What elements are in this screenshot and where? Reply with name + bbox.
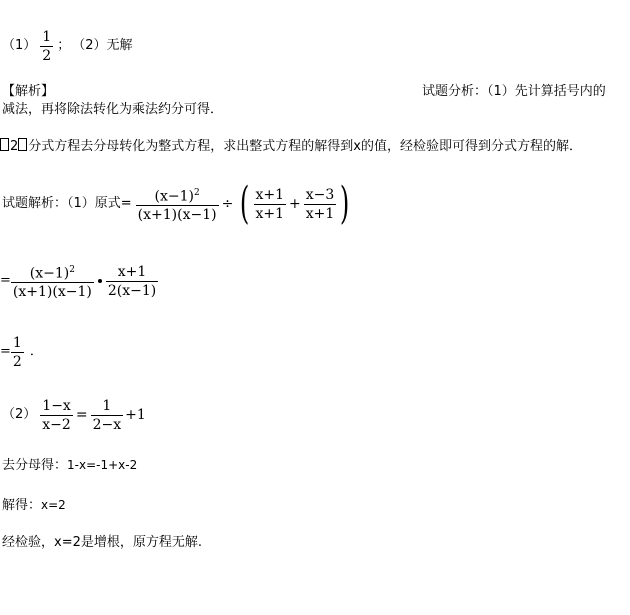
fraction-numerator: 1−x xyxy=(42,397,71,414)
solution-fraction-2 xyxy=(254,186,287,223)
step3-fraction xyxy=(11,334,24,371)
solution-line-3 xyxy=(0,330,43,374)
division-sign: ÷ xyxy=(221,196,234,212)
answer-separator: ； xyxy=(57,38,71,53)
step2-fraction-1 xyxy=(11,261,94,302)
plus-sign: + xyxy=(289,196,301,212)
analysis-part2-line xyxy=(0,138,582,155)
equals-sign: = xyxy=(0,344,11,359)
fraction-denominator: (x+1)(x−1) xyxy=(12,284,92,301)
fraction-denominator: 2 xyxy=(42,47,52,64)
fraction-numerator xyxy=(153,184,202,206)
exponent: 2 xyxy=(194,187,200,198)
step-solve xyxy=(2,497,66,514)
analysis-part2-text: 分式方程去分母转化为整式方程，求出整式方程的解得到x的值，经检验即可得到分式方程的解． xyxy=(28,139,582,154)
fraction-denominator: 2 xyxy=(12,353,22,370)
solution-part2-equation xyxy=(2,393,146,437)
fraction-numerator: 1 xyxy=(102,397,112,414)
left-paren: ( xyxy=(240,178,250,229)
step3-period: ． xyxy=(29,344,43,359)
fraction-numerator: 1 xyxy=(12,334,22,351)
step-solve-label: 解得： xyxy=(2,498,42,513)
solution-line-1 xyxy=(2,180,354,228)
numerator-text: (x−1) xyxy=(29,265,70,282)
fraction-denominator: x−2 xyxy=(42,416,71,433)
solution-fraction-3 xyxy=(304,186,337,223)
solution-label: 试题解析：（1）原式= xyxy=(2,196,132,211)
fraction-denominator: (x+1)(x−1) xyxy=(137,207,217,224)
step-denominator xyxy=(2,457,137,474)
analysis-intro-right: 试题分析：（1）先计算括号内的 xyxy=(422,84,606,99)
step2-fraction-2 xyxy=(106,263,158,300)
answer-part1-label: （1） xyxy=(2,38,37,53)
analysis-intro-line2: 减法，再将除法转化为乘法约分可得． xyxy=(2,102,224,117)
exponent: 2 xyxy=(69,264,75,275)
step-solve-expr: x=2 xyxy=(41,498,66,512)
missing-glyph-icon xyxy=(0,138,9,151)
equals-sign: = xyxy=(0,273,11,288)
fraction-denominator: 2(x−1) xyxy=(107,282,157,299)
fraction-numerator: 1 xyxy=(42,28,52,45)
right-paren: ) xyxy=(340,178,350,229)
step-check: 经检验，x=2是增根，原方程无解. xyxy=(2,535,202,550)
equation-right-plus-one: +1 xyxy=(125,407,146,423)
answer-line xyxy=(2,26,133,66)
solution-fraction-1 xyxy=(136,184,219,225)
step-denominator-expr: 1-x=-1+x-2 xyxy=(67,458,138,472)
answer-part1-fraction xyxy=(40,28,53,65)
fraction-denominator: 2−x xyxy=(92,416,122,433)
equals-sign: = xyxy=(75,407,88,423)
missing-glyph-icon xyxy=(18,138,27,151)
solution-part2-label: （2） xyxy=(2,407,37,422)
answer-part2-text: 无解 xyxy=(106,38,133,53)
fraction-numerator: x+1 xyxy=(117,263,147,280)
analysis-header: 【解析】 xyxy=(2,84,55,99)
analysis-part2-label: 2 xyxy=(10,139,19,154)
solution-line-2 xyxy=(0,258,158,304)
equation-left-fraction xyxy=(40,397,73,434)
answer-part2-label: （2） xyxy=(72,38,107,53)
numerator-text: (x−1) xyxy=(154,188,194,205)
fraction-denominator: x+1 xyxy=(255,205,285,222)
multiplication-dot-icon xyxy=(98,279,102,283)
fraction-numerator xyxy=(28,261,77,283)
fraction-denominator: x+1 xyxy=(305,205,335,222)
step-denominator-label: 去分母得： xyxy=(2,458,68,473)
equation-right-fraction xyxy=(91,397,124,434)
fraction-numerator: x−3 xyxy=(305,186,335,203)
fraction-numerator: x+1 xyxy=(255,186,285,203)
